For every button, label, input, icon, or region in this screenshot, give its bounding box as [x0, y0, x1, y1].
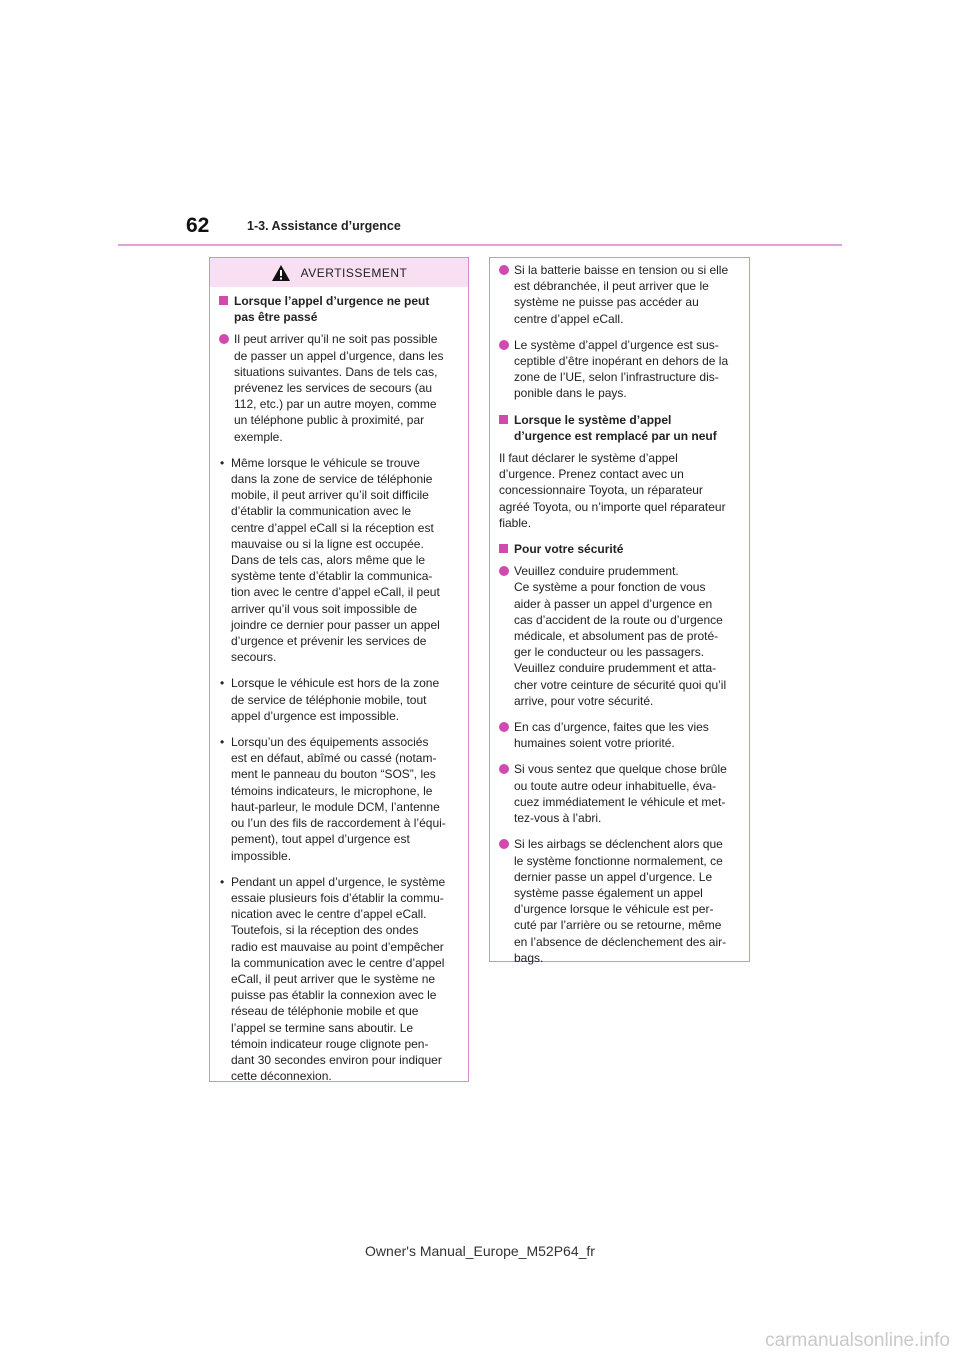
warning-box-continued [489, 257, 750, 965]
header-rule [118, 244, 842, 246]
warning-header [210, 258, 468, 287]
list-item: • Lorsqu’un des équipements associés est en défaut, abîmé ou cassé (notam- ment le panneau du bouton “SOS”, les témoins indicateurs, le microphone, le haut-parleur, le module DCM, l’antenne ou l’un des fils de raccordement à l’équi- pement), tout appel d’urgence est impossible. [220, 735, 446, 863]
section-title: 1-3. Assistance d’urgence [247, 219, 401, 233]
warning-box [209, 257, 469, 1082]
circle-bullet-icon [499, 340, 509, 350]
watermark: carmanualsonline.info [765, 1330, 950, 1351]
section-heading-cannot-call: Lorsque l’appel d’urgence ne peut pas être passé [219, 293, 459, 325]
section-heading-safety: Pour votre sécurité [499, 541, 740, 557]
dot-item: Veuillez conduire prudemment. Ce système a pour fonction de vous aider à passer un appel d’urgence en cas d’accident de la route ou d’urgence médicale, et absolument pas de proté- ger le conducteur ou les passagers. Veuillez conduire prudemment et atta- cher votre ceinture de sécurité quoi qu’il arrive, pour votre sécurité. [499, 563, 740, 709]
dot-item: Si la batterie baisse en tension ou si elle est débranchée, il peut arriver que le système ne puisse pas accéder au centre d’appel eCall. [499, 262, 740, 327]
list-item: • Même lorsque le véhicule se trouve dans la zone de service de téléphonie mobile, il peut arriver qu’il soit difficile d’établir la communication avec le centre d’appel eCall si la réception est mauvaise ou si la ligne est occupée. Dans de tels cas, alors même que le système tente d’établir la communica- tion avec le centre d’appel eCall, il peut arriver qu’il vous soit impossible de joindre ce dernier pour passer un appel d’urgence et prévenir les services de secours. [220, 455, 440, 665]
circle-bullet-icon [499, 764, 509, 774]
dot-item: Il peut arriver qu’il ne soit pas possible de passer un appel d’urgence, dans les situations suivantes. Dans de tels cas, prévenez les services de secours (au 112, etc.) par un autre moyen, comme un téléphone public à proximité, par exemple. [219, 331, 459, 444]
footer-manual-name: Owner's Manual_Europe_M52P64_fr [365, 1243, 595, 1259]
warning-content-continued [490, 258, 749, 966]
dot-item: En cas d’urgence, faites que les vies humaines soient votre priorité. [499, 719, 740, 751]
dot-item: Si vous sentez que quelque chose brûle ou toute autre odeur inhabituelle, éva- cuez immédiatement le véhicule et met- tez-vous à l’abri. [499, 761, 740, 826]
circle-bullet-icon [219, 334, 229, 344]
circle-bullet-icon [499, 839, 509, 849]
warning-triangle-icon [271, 264, 291, 282]
warning-content [210, 287, 468, 1084]
situation-list [219, 455, 459, 1085]
dot-item: Si les airbags se déclenchent alors que le système fonctionne normalement, ce dernier passe un appel d’urgence. Le système passe également un appel d’urgence lorsque le véhicule est per- cuté par l’arrière ou se retourne, même en l’absence de déclenchement des air- bags. [499, 836, 740, 966]
circle-bullet-icon [499, 566, 509, 576]
square-bullet-icon [219, 296, 228, 305]
dot-item: Le système d’appel d’urgence est sus- ceptible d’être inopérant en dehors de la zone de l’UE, selon l’infrastructure dis- ponible dans le pays. [499, 337, 740, 402]
replacement-text: Il faut déclarer le système d’appel d’urgence. Prenez contact avec un concessionnaire Toyota, un réparateur agréé Toyota, ou n’importe quel réparateur fiable. [499, 451, 726, 530]
square-bullet-icon [499, 415, 508, 424]
circle-bullet-icon [499, 265, 509, 275]
page-number: 62 [186, 214, 210, 237]
list-item: • Lorsque le véhicule est hors de la zone de service de téléphonie mobile, tout appel d’urgence est impossible. [220, 676, 440, 723]
square-bullet-icon [499, 544, 508, 553]
section-heading-replacement: Lorsque le système d’appel d’urgence est remplacé par un neuf [499, 412, 740, 444]
list-item: • Pendant un appel d’urgence, le système essaie plusieurs fois d’établir la commu- nication avec le centre d’appel eCall. Toutefois, si la réception des ondes radio est mauvaise au point d’empêcher la communication avec le centre d’appel eCall, il peut arriver que le système ne puisse pas établir la connexion avec le réseau de téléphonie mobile et que l’appel se termine sans aboutir. Le témoin indicateur rouge clignote pen- dant 30 secondes environ pour indiquer cette déconnexion. [220, 874, 446, 1084]
circle-bullet-icon [499, 722, 509, 732]
warning-label: AVERTISSEMENT [300, 265, 408, 280]
